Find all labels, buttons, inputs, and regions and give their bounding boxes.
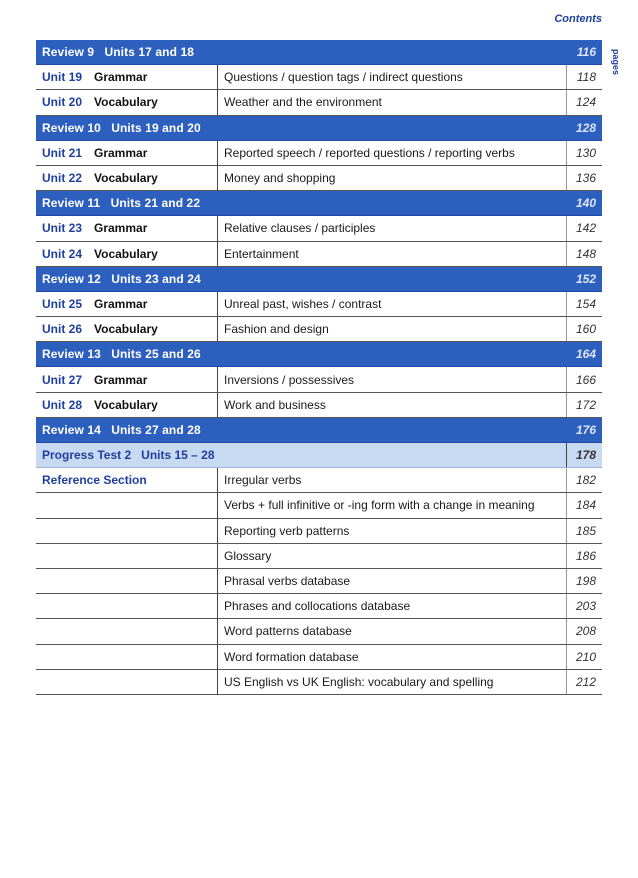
- reference-topic: US English vs UK English: vocabulary and spelling: [224, 674, 494, 689]
- review-label: Review 13 Units 25 and 26: [42, 347, 201, 362]
- unit-type: Grammar: [94, 372, 148, 387]
- page-number: 185: [566, 519, 602, 543]
- review-row[interactable]: [36, 342, 602, 367]
- unit-type: Vocabulary: [94, 171, 158, 186]
- page-number: 160: [566, 317, 602, 341]
- unit-topic: Questions / question tags / indirect questions: [224, 70, 463, 85]
- unit-cell: [36, 317, 218, 341]
- review-label: Review 10 Units 19 and 20: [42, 120, 201, 135]
- unit-topic: Work and business: [224, 397, 326, 412]
- reference-cell: [36, 569, 218, 593]
- reference-cell: [36, 468, 218, 492]
- unit-number: Unit 21: [42, 145, 83, 160]
- unit-cell: [36, 216, 218, 240]
- unit-row[interactable]: [36, 65, 602, 90]
- review-label: Review 11 Units 21 and 22: [42, 196, 201, 211]
- progress-test-row[interactable]: [36, 443, 602, 468]
- reference-topic: Phrases and collocations database: [224, 599, 411, 614]
- page-number: 116: [576, 45, 596, 60]
- page-number: 210: [566, 645, 602, 669]
- unit-topic: Inversions / possessives: [224, 372, 355, 387]
- review-label: Review 12 Units 23 and 24: [42, 271, 201, 286]
- unit-type: Vocabulary: [94, 397, 158, 412]
- reference-section-label: Reference Section: [42, 473, 147, 488]
- unit-cell: [36, 393, 218, 417]
- review-label: Review 9 Units 17 and 18: [42, 45, 194, 60]
- reference-row[interactable]: [36, 544, 602, 569]
- page-number: 176: [575, 422, 596, 437]
- page-number: 203: [566, 594, 602, 618]
- unit-number: Unit 26: [42, 322, 83, 337]
- reference-row[interactable]: [36, 493, 602, 518]
- unit-topic: Fashion and design: [224, 322, 329, 337]
- page-number: 208: [566, 619, 602, 643]
- page-number: 154: [566, 292, 602, 316]
- reference-row[interactable]: [36, 619, 602, 644]
- unit-cell: [36, 367, 218, 391]
- page-header-title: Contents: [554, 13, 602, 25]
- reference-topic: Phrasal verbs database: [224, 574, 351, 589]
- unit-number: Unit 24: [42, 246, 83, 261]
- unit-number: Unit 20: [42, 95, 83, 110]
- reference-cell: [36, 519, 218, 543]
- review-row[interactable]: [36, 418, 602, 443]
- page-number: 198: [566, 569, 602, 593]
- reference-row[interactable]: [36, 594, 602, 619]
- reference-topic: Irregular verbs: [224, 473, 302, 488]
- reference-row[interactable]: [36, 519, 602, 544]
- unit-type: Grammar: [94, 70, 148, 85]
- page-number: 184: [566, 493, 602, 517]
- unit-cell: [36, 141, 218, 165]
- page-number: 124: [566, 90, 602, 114]
- reference-cell: [36, 619, 218, 643]
- reference-cell: [36, 670, 218, 694]
- reference-cell: [36, 645, 218, 669]
- unit-type: Grammar: [94, 221, 148, 236]
- reference-topic: Glossary: [224, 548, 272, 563]
- unit-row[interactable]: [36, 216, 602, 241]
- reference-cell: [36, 493, 218, 517]
- side-label: [606, 46, 626, 78]
- unit-topic: Entertainment: [224, 246, 299, 261]
- reference-row[interactable]: [36, 670, 602, 695]
- unit-type: Vocabulary: [94, 246, 158, 261]
- unit-row[interactable]: [36, 292, 602, 317]
- unit-cell: [36, 292, 218, 316]
- unit-row[interactable]: [36, 166, 602, 191]
- unit-cell: [36, 90, 218, 114]
- contents-table: [36, 40, 602, 695]
- review-row[interactable]: [36, 267, 602, 292]
- unit-row[interactable]: [36, 242, 602, 267]
- reference-cell: [36, 544, 218, 568]
- unit-type: Grammar: [94, 145, 148, 160]
- unit-type: Vocabulary: [94, 322, 158, 337]
- reference-cell: [36, 594, 218, 618]
- page-number: 164: [575, 347, 596, 362]
- page-number: 118: [566, 65, 602, 89]
- page-number: 148: [566, 242, 602, 266]
- reference-topic: Reporting verb patterns: [224, 523, 350, 538]
- unit-row[interactable]: [36, 367, 602, 392]
- unit-cell: [36, 242, 218, 266]
- unit-row[interactable]: [36, 90, 602, 115]
- unit-type: Grammar: [94, 296, 148, 311]
- unit-cell: [36, 65, 218, 89]
- page-number: 142: [566, 216, 602, 240]
- unit-row[interactable]: [36, 393, 602, 418]
- page-number: 128: [575, 120, 596, 135]
- unit-topic: Weather and the environment: [224, 95, 382, 110]
- page-number: 136: [566, 166, 602, 190]
- unit-number: Unit 25: [42, 296, 83, 311]
- page-number: 186: [566, 544, 602, 568]
- review-row[interactable]: [36, 40, 602, 65]
- unit-number: Unit 22: [42, 171, 83, 186]
- page-number: 178: [566, 443, 602, 467]
- page-number: 152: [575, 271, 596, 286]
- reference-topic: Word formation database: [224, 649, 359, 664]
- reference-row[interactable]: [36, 645, 602, 670]
- review-row[interactable]: [36, 191, 602, 216]
- page-number: 182: [566, 468, 602, 492]
- page-number: 212: [566, 670, 602, 694]
- page-number: 130: [566, 141, 602, 165]
- page-number: 140: [575, 196, 596, 211]
- reference-topic: Word patterns database: [224, 624, 352, 639]
- page-number: 172: [566, 393, 602, 417]
- unit-number: Unit 19: [42, 70, 83, 85]
- unit-type: Vocabulary: [94, 95, 158, 110]
- page-number: 166: [566, 367, 602, 391]
- side-label-text: pages: [611, 48, 622, 76]
- reference-row[interactable]: [36, 569, 602, 594]
- unit-number: Unit 23: [42, 221, 83, 236]
- unit-number: Unit 27: [42, 372, 83, 387]
- review-row[interactable]: [36, 116, 602, 141]
- unit-topic: Relative clauses / participles: [224, 221, 376, 236]
- unit-number: Unit 28: [42, 397, 83, 412]
- unit-row[interactable]: [36, 141, 602, 166]
- unit-cell: [36, 166, 218, 190]
- progress-test-label: Progress Test 2 Units 15 – 28: [42, 448, 215, 463]
- unit-topic: Unreal past, wishes / contrast: [224, 296, 382, 311]
- unit-topic: Reported speech / reported questions / reporting verbs: [224, 145, 515, 160]
- review-label: Review 14 Units 27 and 28: [42, 422, 201, 437]
- unit-row[interactable]: [36, 317, 602, 342]
- reference-topic: Verbs + full infinitive or -ing form with a change in meaning: [224, 498, 535, 513]
- unit-topic: Money and shopping: [224, 171, 336, 186]
- reference-row[interactable]: [36, 468, 602, 493]
